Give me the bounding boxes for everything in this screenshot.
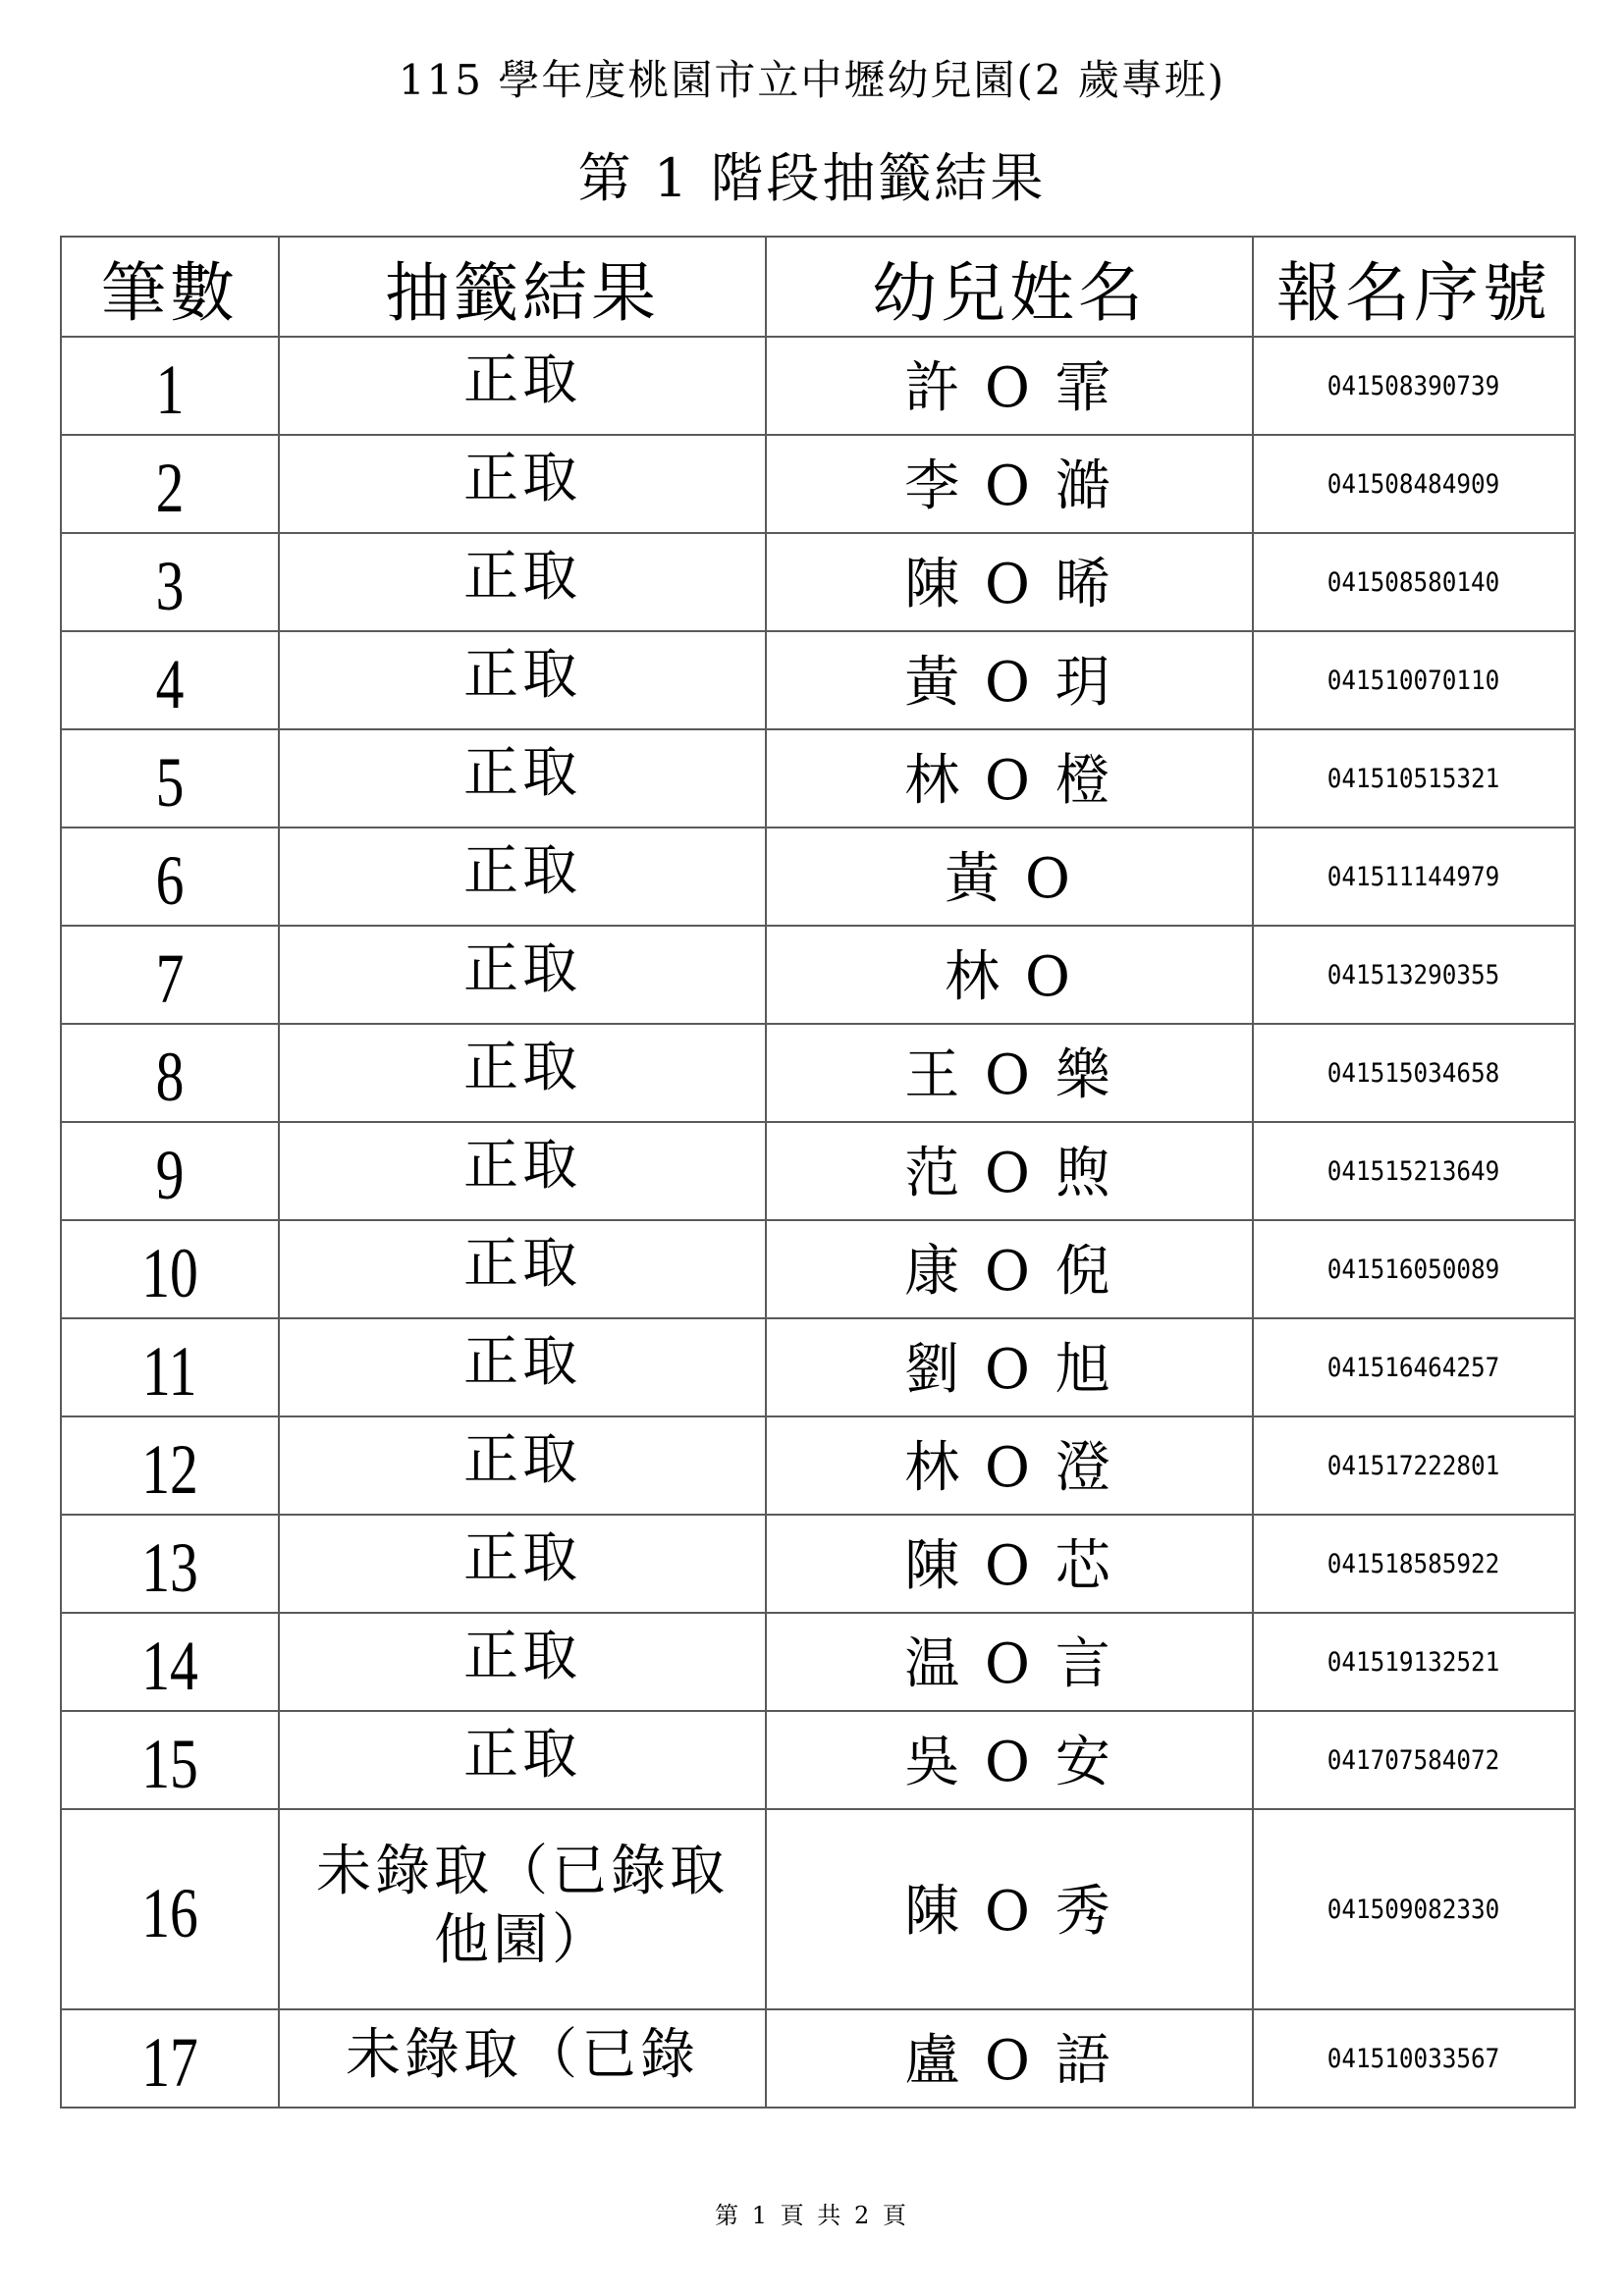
registration-number-cell: 041510515321: [1253, 729, 1575, 828]
table-row: [61, 729, 1575, 828]
row-number-cell: 3: [61, 533, 279, 631]
column-header-result: 抽籤結果: [279, 237, 766, 337]
registration-number-cell: 041515034658: [1253, 1024, 1575, 1122]
table-row: [61, 1416, 1575, 1515]
table-row: [61, 1711, 1575, 1809]
registration-number-cell: 041707584072: [1253, 1711, 1575, 1809]
child-name-cell: 陳 O 芯: [766, 1515, 1253, 1613]
result-cell: 正取: [279, 1220, 766, 1318]
child-name-cell: 黃 O 玥: [766, 631, 1253, 729]
document-subtitle: 第 1 階段抽籤結果: [577, 147, 1047, 209]
result-cell: 正取: [279, 926, 766, 1024]
child-name-cell: 林 O 澄: [766, 1416, 1253, 1515]
result-cell: 正取: [279, 1711, 766, 1809]
table-row: [61, 337, 1575, 435]
table-row: [61, 1220, 1575, 1318]
child-name-cell: 康 O 倪: [766, 1220, 1253, 1318]
result-cell: 正取: [279, 435, 766, 533]
row-number-cell: 14: [61, 1613, 279, 1711]
child-name-cell: 陳 O 晞: [766, 533, 1253, 631]
table-row: [61, 1515, 1575, 1613]
registration-number-cell: 041518585922: [1253, 1515, 1575, 1613]
lottery-results-table: [60, 236, 1576, 2109]
child-name-cell: 王 O 樂: [766, 1024, 1253, 1122]
table-row: [61, 631, 1575, 729]
registration-number-cell: 041519132521: [1253, 1613, 1575, 1711]
table-header-row: [61, 237, 1575, 337]
registration-number-cell: 041510070110: [1253, 631, 1575, 729]
child-name-cell: 林 O 橙: [766, 729, 1253, 828]
table-row: [61, 1122, 1575, 1220]
child-name-cell: 劉 O 旭: [766, 1318, 1253, 1416]
column-header-child-name: 幼兒姓名: [766, 237, 1253, 337]
registration-number-cell: 041513290355: [1253, 926, 1575, 1024]
child-name-cell: 温 O 言: [766, 1613, 1253, 1711]
row-number-cell: 7: [61, 926, 279, 1024]
registration-number-cell: 041508484909: [1253, 435, 1575, 533]
row-number-cell: 5: [61, 729, 279, 828]
child-name-cell: 李 O 澔: [766, 435, 1253, 533]
registration-number-cell: 041515213649: [1253, 1122, 1575, 1220]
table-row: [61, 1809, 1575, 2009]
child-name-cell: 范 O 煦: [766, 1122, 1253, 1220]
row-number-cell: 2: [61, 435, 279, 533]
result-cell: 正取: [279, 729, 766, 828]
registration-number-cell: 041509082330: [1253, 1809, 1575, 2009]
table-row: [61, 435, 1575, 533]
result-cell: 正取: [279, 1318, 766, 1416]
row-number-cell: 9: [61, 1122, 279, 1220]
result-cell: 正取: [279, 1122, 766, 1220]
result-cell: 正取: [279, 1515, 766, 1613]
row-number-cell: 12: [61, 1416, 279, 1515]
row-number-cell: 16: [61, 1809, 279, 2009]
row-number-cell: 6: [61, 828, 279, 926]
result-cell: 未錄取（已錄: [279, 2009, 766, 2108]
table-row: [61, 533, 1575, 631]
column-header-count: 筆數: [61, 237, 279, 337]
registration-number-cell: 041517222801: [1253, 1416, 1575, 1515]
registration-number-cell: 041511144979: [1253, 828, 1575, 926]
result-cell: 正取: [279, 1024, 766, 1122]
child-name-cell: 林 O: [766, 926, 1253, 1024]
result-cell: 未錄取（已錄取他園）: [279, 1809, 766, 2009]
row-number-cell: 13: [61, 1515, 279, 1613]
table-row: [61, 1024, 1575, 1122]
registration-number-cell: 041516464257: [1253, 1318, 1575, 1416]
result-cell: 正取: [279, 533, 766, 631]
row-number-cell: 17: [61, 2009, 279, 2108]
table-row: [61, 1613, 1575, 1711]
table-row: [61, 1318, 1575, 1416]
registration-number-cell: 041516050089: [1253, 1220, 1575, 1318]
registration-number-cell: 041508390739: [1253, 337, 1575, 435]
table-row: [61, 828, 1575, 926]
row-number-cell: 10: [61, 1220, 279, 1318]
table-row: [61, 2009, 1575, 2108]
row-number-cell: 1: [61, 337, 279, 435]
child-name-cell: 吳 O 安: [766, 1711, 1253, 1809]
registration-number-cell: 041510033567: [1253, 2009, 1575, 2108]
row-number-cell: 11: [61, 1318, 279, 1416]
row-number-cell: 15: [61, 1711, 279, 1809]
row-number-cell: 8: [61, 1024, 279, 1122]
table-row: [61, 926, 1575, 1024]
document-title: 115 學年度桃園市立中壢幼兒園(2 歲專班): [398, 56, 1226, 104]
child-name-cell: 許 O 霏: [766, 337, 1253, 435]
child-name-cell: 盧 O 語: [766, 2009, 1253, 2108]
result-cell: 正取: [279, 337, 766, 435]
child-name-cell: 黃 O: [766, 828, 1253, 926]
registration-number-cell: 041508580140: [1253, 533, 1575, 631]
result-cell: 正取: [279, 828, 766, 926]
result-cell: 正取: [279, 1416, 766, 1515]
page-number-footer: 第 1 頁 共 2 頁: [715, 2202, 909, 2229]
child-name-cell: 陳 O 秀: [766, 1809, 1253, 2009]
result-cell: 正取: [279, 1613, 766, 1711]
result-cell: 正取: [279, 631, 766, 729]
column-header-registration-number: 報名序號: [1253, 237, 1575, 337]
row-number-cell: 4: [61, 631, 279, 729]
